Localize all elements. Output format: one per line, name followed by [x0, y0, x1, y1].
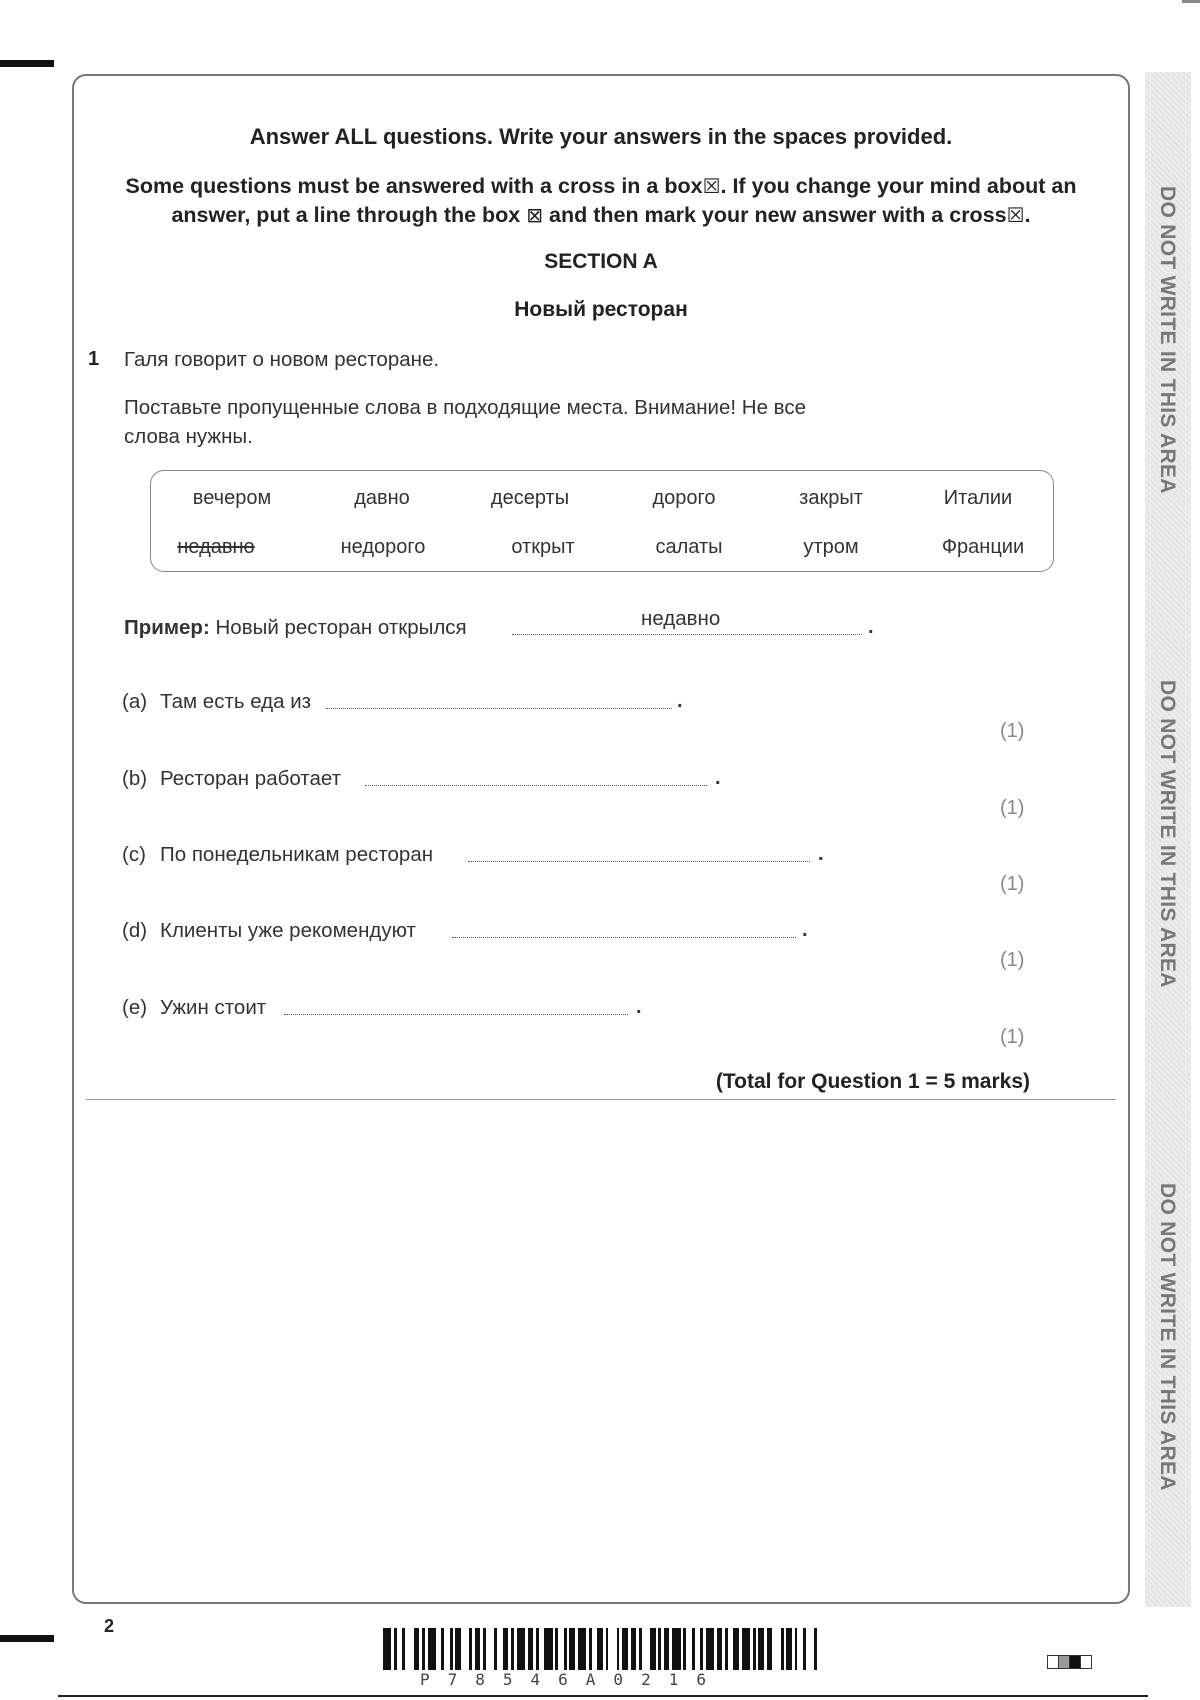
item-label-b: (b): [122, 767, 148, 790]
barcode-bar: [742, 1628, 750, 1670]
instruction-block: [90, 172, 1112, 230]
word-bank-item: давно: [354, 487, 410, 509]
item-text-c: По понедельникам ресторан: [160, 843, 434, 866]
word-bank-item: утром: [803, 536, 859, 558]
answer-field-e[interactable]: [284, 1014, 628, 1015]
example-sentence: Пример: Новый ресторан открылся: [124, 616, 467, 639]
barcode: [383, 1628, 823, 1670]
answer-field-a[interactable]: [326, 708, 672, 709]
word-bank-item: Франции: [941, 536, 1025, 558]
barcode-bar: [706, 1628, 714, 1670]
barcode-bar: [461, 1628, 469, 1670]
barcode-bar: [383, 1628, 391, 1670]
page-number: 2: [104, 1616, 115, 1636]
task-line-2: слова нужны.: [124, 425, 253, 448]
answer-field-b[interactable]: [365, 785, 707, 786]
barcode-bar: [486, 1628, 494, 1670]
mark-e: (1): [1000, 1026, 1025, 1048]
bottom-rule: [58, 1695, 1148, 1697]
word-bank-item: вечером: [192, 487, 272, 509]
barcode-bar: [817, 1628, 823, 1670]
word-bank-item-used: недавно: [177, 536, 255, 558]
item-text-b: Ресторан работает: [160, 767, 341, 790]
item-label-a: (a): [122, 690, 148, 713]
example-answer: недавно: [641, 607, 721, 630]
tracking-box: [1080, 1655, 1092, 1669]
answer-field-c[interactable]: [468, 861, 810, 862]
item-text-a: Там есть еда из: [160, 690, 312, 713]
barcode-bar: [608, 1628, 616, 1670]
section-heading: SECTION A: [544, 250, 658, 273]
barcode-digits: P78546A0216: [420, 1670, 724, 1689]
item-label-d: (d): [122, 919, 148, 942]
footer-tracking-boxes: [1047, 1655, 1091, 1669]
barcode-bar: [405, 1628, 413, 1670]
barcode-bar: [544, 1628, 552, 1670]
word-bank-item: недорого: [340, 536, 426, 558]
instruction-line-3: answer, put a line through the box ⊠ and then mark your new answer with a cross☒.: [171, 203, 1031, 227]
item-text-d: Клиенты уже рекомендуют: [160, 919, 416, 942]
item-text-e: Ужин стоит: [160, 996, 267, 1019]
question-divider: [86, 1099, 1116, 1100]
instruction-line-2: Some questions must be answered with a cross in a box☒. If you change your mind about an: [125, 174, 1077, 198]
word-bank-item: салаты: [655, 536, 723, 558]
cross-box-icon-2: ☒: [1006, 203, 1025, 227]
registration-mark-top: [0, 60, 54, 67]
registration-mark-bottom: [0, 1635, 54, 1642]
section-subtitle: Новый ресторан: [514, 298, 688, 321]
barcode-bar: [517, 1628, 525, 1670]
answer-field-d[interactable]: [452, 937, 796, 938]
word-bank-item: закрыт: [799, 487, 863, 509]
cross-box-icon: ☒: [702, 174, 721, 198]
word-bank-item: десерты: [490, 487, 570, 509]
item-label-c: (c): [122, 843, 146, 866]
mark-d: (1): [1000, 949, 1025, 971]
word-bank-item: открыт: [511, 536, 575, 558]
barcode-bar: [428, 1628, 436, 1670]
question-intro: Галя говорит о новом ресторане.: [124, 348, 440, 371]
barcode-bar: [578, 1628, 586, 1670]
question-total: (Total for Question 1 = 5 marks): [715, 1070, 1030, 1093]
example-label: Пример:: [124, 616, 210, 639]
barcode-bar: [806, 1628, 814, 1670]
mark-b: (1): [1000, 797, 1025, 819]
task-line-1: Поставьте пропущенные слова в подходящие места. Внимание! Не все: [124, 396, 806, 419]
struck-box-icon: ⊠: [526, 203, 544, 227]
instruction-line-1: Answer ALL questions. Write your answers in the spaces provided.: [249, 124, 953, 149]
barcode-bar: [772, 1628, 780, 1670]
mark-a: (1): [1000, 720, 1025, 742]
word-bank: [150, 470, 1054, 572]
barcode-bar: [672, 1628, 680, 1670]
question-number: 1: [88, 348, 100, 370]
answer-line-example: [512, 634, 862, 635]
barcode-bar: [642, 1628, 650, 1670]
item-label-e: (e): [122, 996, 148, 1019]
corner-mark: [1182, 0, 1200, 3]
mark-c: (1): [1000, 873, 1025, 895]
word-bank-item: Италии: [943, 487, 1013, 509]
word-bank-item: дорого: [652, 487, 716, 509]
